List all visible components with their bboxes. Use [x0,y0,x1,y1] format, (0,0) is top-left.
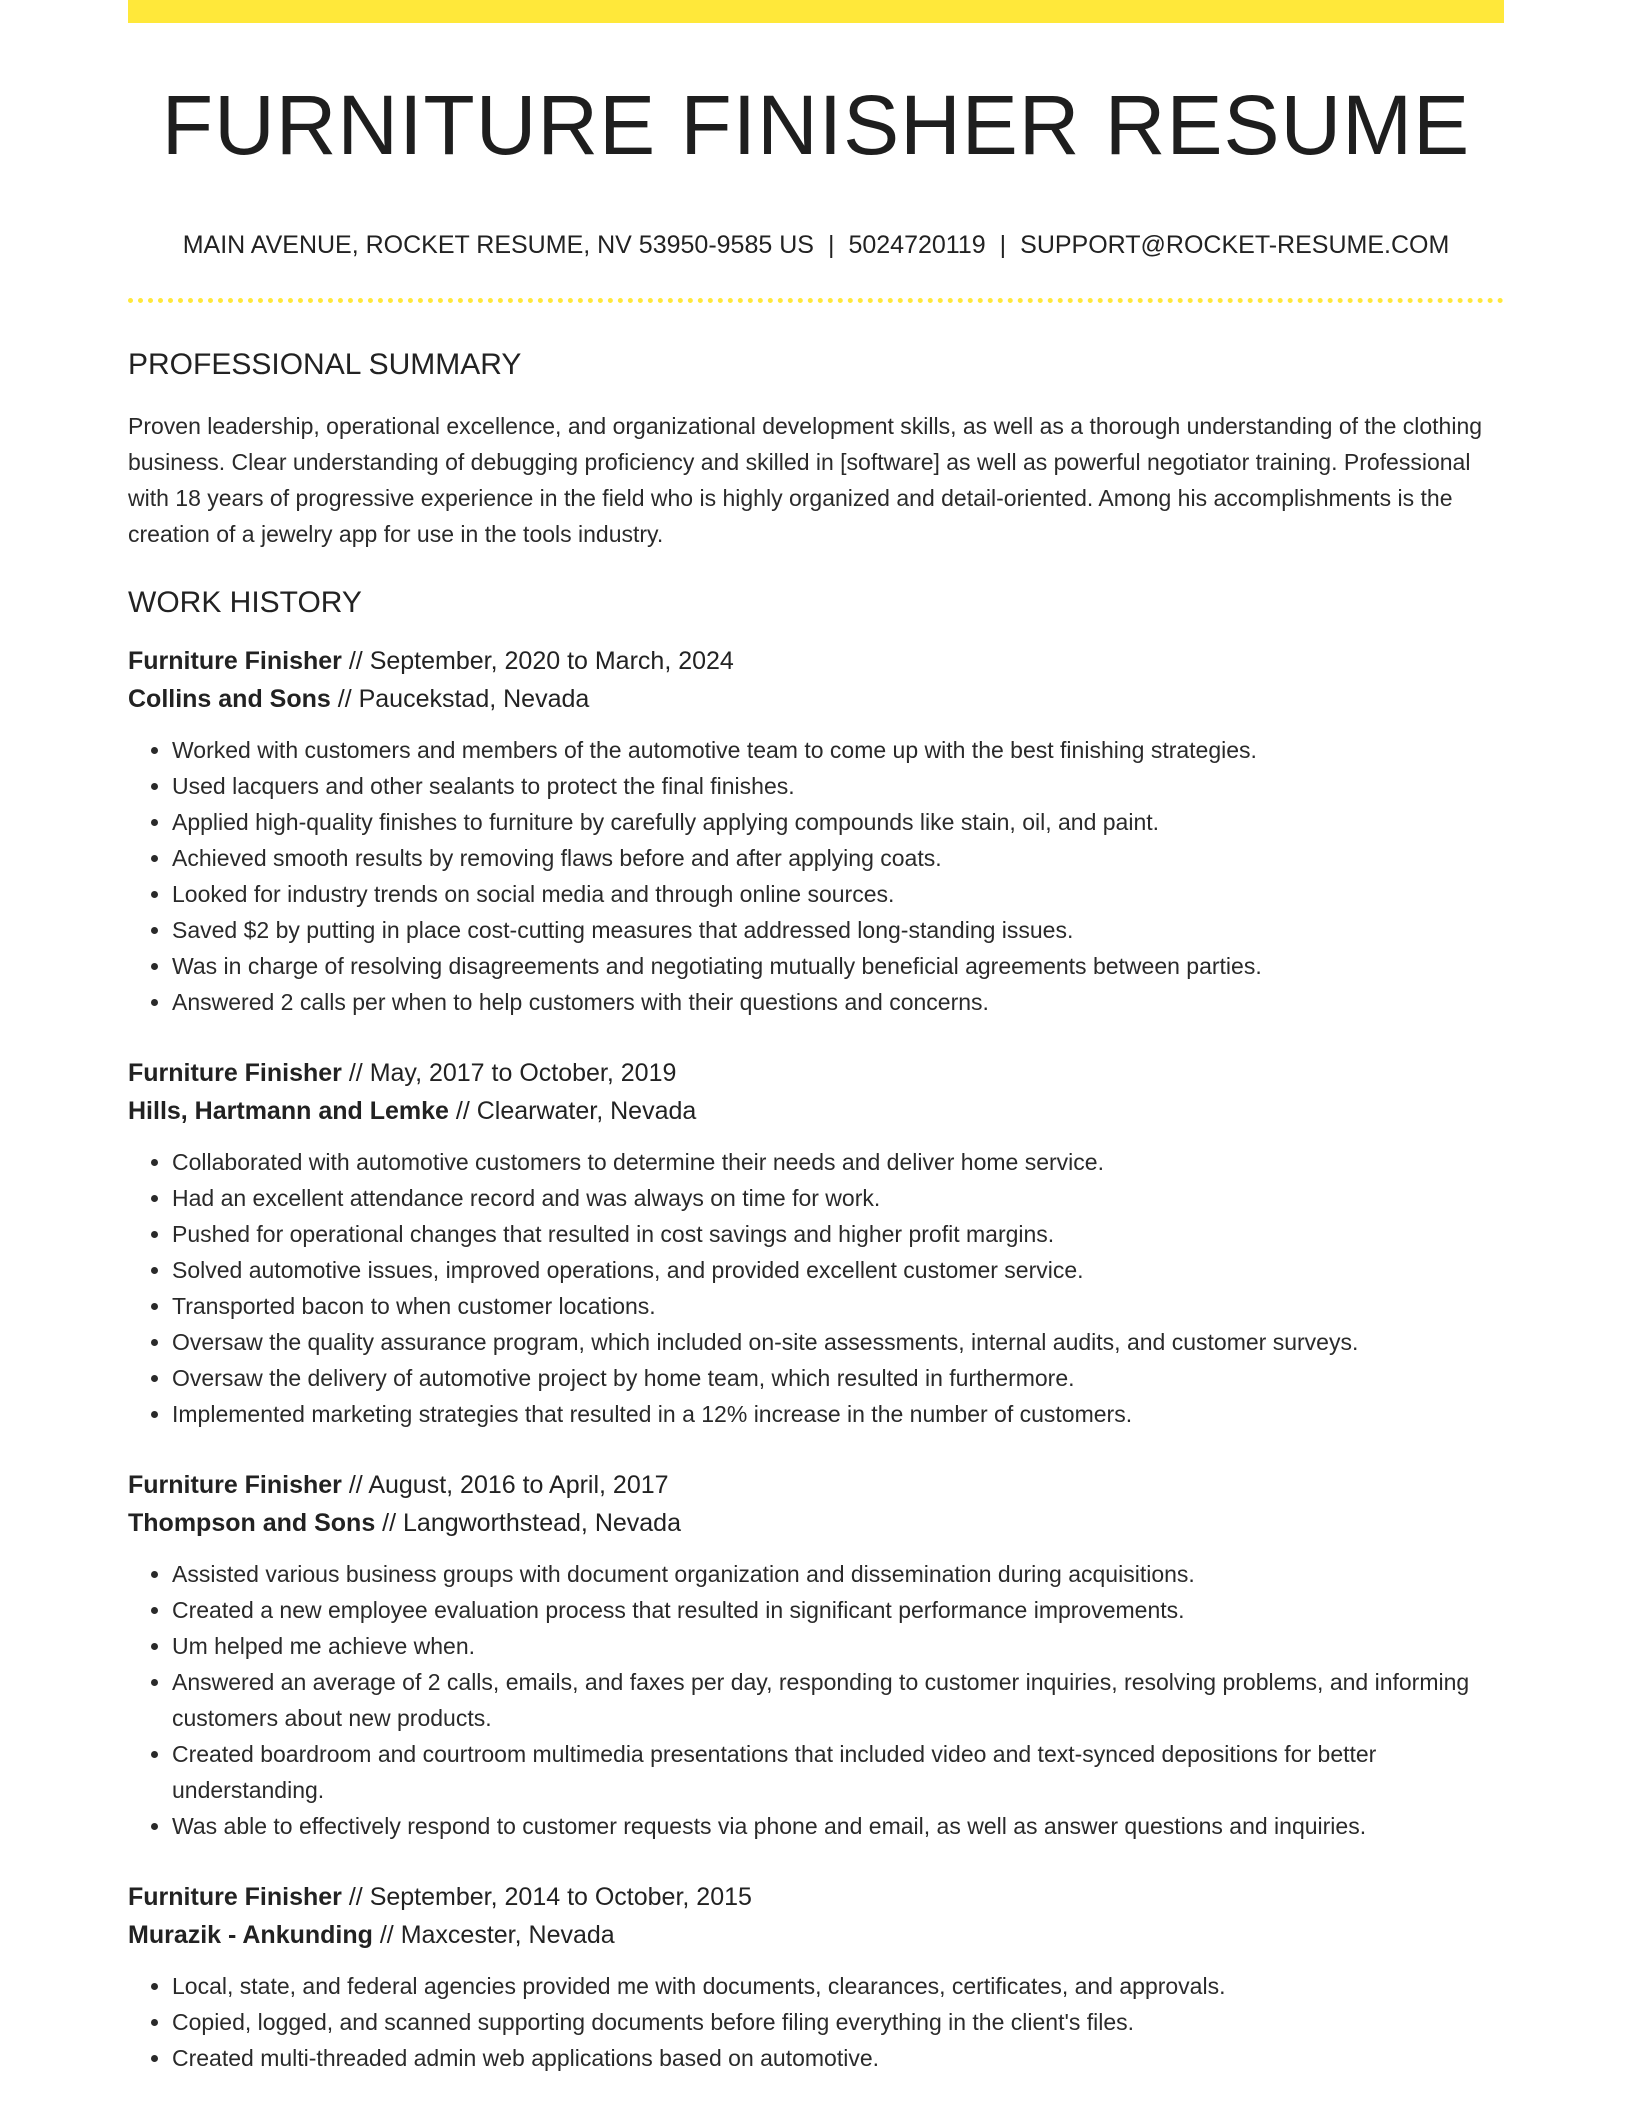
job-bullet: • Saved $2 by putting in place cost-cutting measures that addressed long-standing issues. [172,912,1504,948]
job-title: Furniture Finisher [128,1059,342,1087]
job-separator: // [330,685,359,713]
contact-address: MAIN AVENUE, ROCKET RESUME, NV 53950-9585 US [182,231,814,259]
resume-title: FURNITURE FINISHER RESUME [161,78,1471,172]
dotted-divider [128,298,1504,303]
job-bullet: • Created boardroom and courtroom multimedia presentations that included video and text-synced depositions for better understanding. [172,1736,1504,1808]
job-company: Hills, Hartmann and Lemke [128,1097,449,1125]
summary-text: Proven leadership, operational excellence, and organizational development skills, as well as a thorough understanding of the clothing business. Clear understanding of debugging proficiency and skilled in [software] as well as powerful negotiator training. Professional with 18 years of progressive experience in the field who is highly organized and detail-oriented. Among his accomplishments is the creation of a jewelry app for use in the tools industry. [128,413,1483,547]
job-location: Paucekstad, Nevada [358,685,590,713]
job-bullet: • Oversaw the delivery of automotive project by home team, which resulted in furthermore. [172,1360,1504,1396]
contact-line [128,233,1504,258]
job-separator: // [341,647,370,675]
job-title-line [128,1054,1504,1092]
job-title: Furniture Finisher [128,647,342,675]
job-location: Clearwater, Nevada [476,1097,697,1125]
job-separator: // [372,1921,401,1949]
job-entry [128,1466,1504,1844]
job-dates: May, 2017 to October, 2019 [369,1059,677,1087]
job-bullet: • Answered 2 calls per when to help customers with their questions and concerns. [172,984,1504,1020]
job-bullet: • Looked for industry trends on social media and through online sources. [172,876,1504,912]
job-separator: // [341,1883,370,1911]
accent-top-bar [128,0,1504,23]
job-separator: // [375,1509,404,1537]
job-entry [128,1054,1504,1432]
job-bullet-list [128,1968,1504,2076]
job-bullet: • Answered an average of 2 calls, emails, and faxes per day, responding to customer inquiries, resolving problems, and informing customers about new products. [172,1664,1504,1736]
contact-separator: | [827,231,835,259]
job-bullet: • Solved automotive issues, improved operations, and provided excellent customer service. [172,1252,1504,1288]
job-bullet: • Worked with customers and members of the automotive team to come up with the best finishing strategies. [172,732,1504,768]
job-company: Collins and Sons [128,685,331,713]
job-company: Thompson and Sons [128,1509,376,1537]
job-bullet: • Local, state, and federal agencies provided me with documents, clearances, certificates, and approvals. [172,1968,1504,2004]
job-company-line [128,1916,1504,1954]
job-bullet: • Had an excellent attendance record and was always on time for work. [172,1180,1504,1216]
job-bullet: • Applied high-quality finishes to furniture by carefully applying compounds like stain, oil, and paint. [172,804,1504,840]
job-bullet: • Was able to effectively respond to customer requests via phone and email, as well as answer questions and inquiries. [172,1808,1504,1844]
job-entry [128,1878,1504,2076]
job-dates: September, 2014 to October, 2015 [369,1883,752,1911]
job-company: Murazik - Ankunding [128,1921,373,1949]
job-bullet: • Created a new employee evaluation process that resulted in significant performance improvements. [172,1592,1504,1628]
job-company-line [128,680,1504,718]
job-company-line [128,1504,1504,1542]
job-bullet: • Implemented marketing strategies that resulted in a 12% increase in the number of customers. [172,1396,1504,1432]
work-history-list [128,642,1504,2076]
job-bullet: • Used lacquers and other sealants to protect the final finishes. [172,768,1504,804]
job-dates: August, 2016 to April, 2017 [368,1471,669,1499]
job-bullet: • Was in charge of resolving disagreements and negotiating mutually beneficial agreements between parties. [172,948,1504,984]
job-company-line [128,1092,1504,1130]
job-bullet: • Assisted various business groups with document organization and dissemination during acquisitions. [172,1556,1504,1592]
job-bullet-list [128,1144,1504,1432]
job-bullet: • Oversaw the quality assurance program, which included on-site assessments, internal audits, and customer surveys. [172,1324,1504,1360]
contact-separator: | [999,231,1007,259]
contact-phone: 5024720119 [848,231,986,259]
job-title-line [128,1878,1504,1916]
job-bullet: • Transported bacon to when customer locations. [172,1288,1504,1324]
summary-heading: PROFESSIONAL SUMMARY [128,348,522,381]
resume-page [128,0,1504,2076]
job-separator: // [448,1097,477,1125]
job-bullet-list [128,1556,1504,1844]
job-bullet-list [128,732,1504,1020]
job-bullet: • Copied, logged, and scanned supporting documents before filing everything in the client's files. [172,2004,1504,2040]
job-title-line [128,1466,1504,1504]
job-bullet: • Achieved smooth results by removing flaws before and after applying coats. [172,840,1504,876]
job-title: Furniture Finisher [128,1471,342,1499]
job-location: Maxcester, Nevada [400,1921,615,1949]
job-dates: September, 2020 to March, 2024 [369,647,734,675]
job-bullet: • Created multi-threaded admin web applications based on automotive. [172,2040,1504,2076]
job-separator: // [341,1471,369,1499]
job-title: Furniture Finisher [128,1883,342,1911]
job-bullet: • Pushed for operational changes that resulted in cost savings and higher profit margins. [172,1216,1504,1252]
contact-email: SUPPORT@ROCKET-RESUME.COM [1020,231,1450,259]
job-entry [128,642,1504,1020]
work-history-heading: WORK HISTORY [128,586,362,619]
job-location: Langworthstead, Nevada [403,1509,681,1537]
job-bullet: • Collaborated with automotive customers to determine their needs and deliver home service. [172,1144,1504,1180]
job-separator: // [341,1059,370,1087]
job-title-line [128,642,1504,680]
job-bullet: • Um helped me achieve when. [172,1628,1504,1664]
